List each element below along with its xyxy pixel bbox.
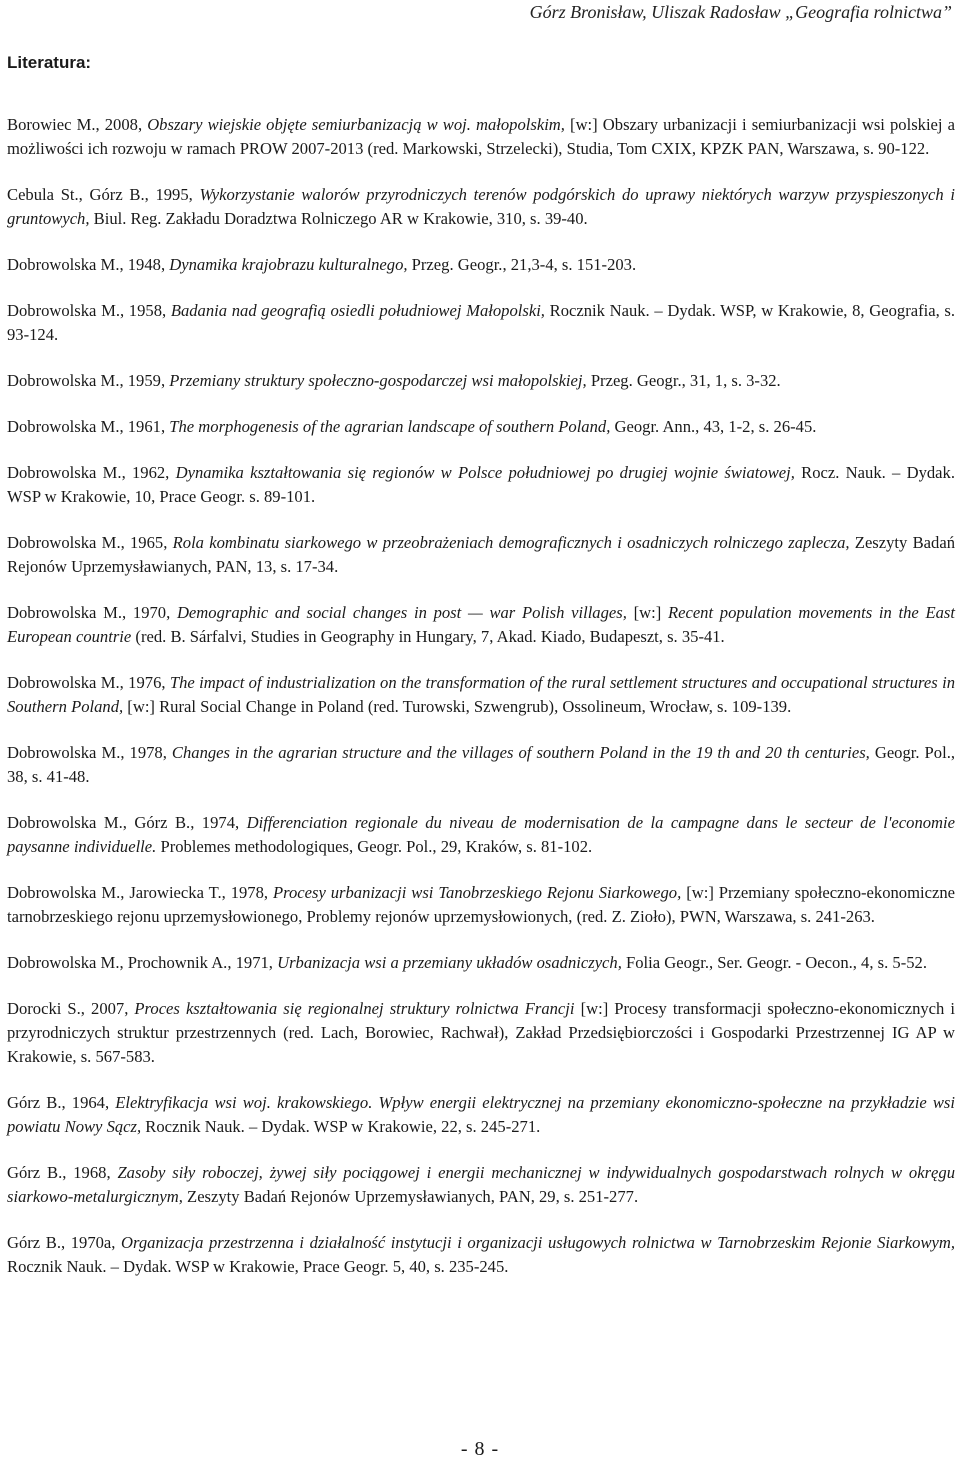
reference-text: [w:] Przemiany społeczno-ekonomiczne tarnobrzeskiego rejonu uprzemysłowionego, Problemy rejonów uprzemysłowionych, (red. Z. Zioło), PWN, Warszawa, s. 241-263. <box>7 883 955 926</box>
reference-entry <box>7 415 955 439</box>
reference-entry <box>7 461 955 509</box>
reference-entry <box>7 113 955 161</box>
reference-text: Dobrowolska M., 1948, <box>7 255 170 274</box>
reference-text: Dobrowolska M., 1959, <box>7 371 170 390</box>
reference-title: Urbanizacja wsi a przemiany układów osadniczych, <box>277 953 622 972</box>
reference-text: Rocznik Nauk. – Dydak. WSP w Krakowie, 22, s. 245-271. <box>141 1117 541 1136</box>
reference-text: Zeszyty Badań Rejonów Uprzemysławianych, PAN, 13, s. 17-34. <box>7 533 956 576</box>
reference-entry <box>7 601 955 649</box>
reference-entry <box>7 531 955 579</box>
reference-text: [w:] <box>626 603 668 622</box>
reference-title: Badania nad geografią osiedli południowej Małopolski, <box>170 301 545 320</box>
reference-text: Dobrowolska M., 1965, <box>7 533 173 552</box>
reference-text: Dorocki S., 2007, <box>7 999 135 1018</box>
reference-text: Przeg. Geogr., 21,3-4, s. 151-203. <box>407 255 637 274</box>
reference-text: Górz B., 1970a, <box>7 1233 122 1252</box>
reference-title: Przemiany struktury społeczno-gospodarczej wsi małopolskiej, <box>169 371 587 390</box>
reference-text: [w:] Rural Social Change in Poland (red. Turowski, Szwengrub), Ossolineum, Wrocław, s. 109-139. <box>123 697 792 716</box>
reference-text: Dobrowolska M., 1970, <box>7 603 177 622</box>
reference-title: Changes in the agrarian structure and the villages of southern Poland in the 19 th and 20 th centuries, <box>171 743 870 762</box>
reference-entry <box>7 183 955 231</box>
reference-title: Procesy urbanizacji wsi Tanobrzeskiego Rejonu Siarkowego, <box>272 883 682 902</box>
reference-text: Geogr. Ann., 43, 1-2, s. 26-45. <box>610 417 817 436</box>
reference-entry <box>7 369 955 393</box>
reference-entry <box>7 299 955 347</box>
reference-entry <box>7 253 955 277</box>
reference-entry <box>7 997 955 1069</box>
reference-title: Wykorzystanie walorów przyrodniczych terenów podgórskich do uprawy niektórych warzyw przyspieszonych i gruntowych, <box>7 185 955 228</box>
reference-text: Problemes methodologiques, Geogr. Pol., 29, Kraków, s. 81-102. <box>156 837 593 856</box>
reference-text: Dobrowolska M., Prochownik A., 1971, <box>7 953 278 972</box>
reference-text: Zeszyty Badań Rejonów Uprzemysławianych, PAN, 29, s. 251-277. <box>182 1187 639 1206</box>
reference-text: Dobrowolska M., Jarowiecka T., 1978, <box>7 883 273 902</box>
reference-text: Przeg. Geogr., 31, 1, s. 3-32. <box>586 371 781 390</box>
reference-title: Dynamika kształtowania się regionów w Polsce południowej po drugiej wojnie światowej, <box>175 463 795 482</box>
reference-entry <box>7 1091 955 1139</box>
reference-title: Differenciation regionale du niveau de modernisation de la campagne dans le secteur de l'economie paysanne individuelle. <box>7 813 956 856</box>
reference-entry <box>7 671 955 719</box>
reference-entry <box>7 1161 955 1209</box>
reference-title: Recent population movements in the East European countrie <box>7 603 955 646</box>
reference-text: Biul. Reg. Zakładu Doradztwa Rolniczego AR w Krakowie, 310, s. 39-40. <box>89 209 588 228</box>
reference-text: Geogr. Pol., 38, s. 41-48. <box>7 743 955 786</box>
reference-text: Dobrowolska M., 1976, <box>7 673 170 692</box>
reference-title: Organizacja przestrzenna i działalność instytucji i organizacji usługowych rolnictwa w Tarnobrzeskim Rejonie Siarkowym, <box>121 1233 956 1252</box>
page-number: - 8 - <box>460 1438 500 1460</box>
reference-title: Demographic and social changes in post — war Polish villages, <box>176 603 627 622</box>
reference-title: Rola kombinatu siarkowego w przeobrażeniach demograficznych i osadniczych rolniczego zaplecza, <box>172 533 850 552</box>
reference-text: [w:] Obszary urbanizacji i semiurbanizacji wsi polskiej a możliwości ich rozwoju w ramach PROW 2007-2013 (red. Markowski, Strzelecki), Studia, Tom CXIX, KPZK PAN, Warszawa, s. 90-122. <box>7 115 955 158</box>
reference-text: Rocznik Nauk. – Dydak. WSP, w Krakowie, 8, Geografia, s. 93-124. <box>7 301 956 344</box>
reference-list <box>7 113 955 1301</box>
reference-title: Elektryfikacja wsi woj. krakowskiego. Wpływ energii elektrycznej na przemiany ekonomiczno-społeczne na przykładzie wsi powiatu Nowy Sącz, <box>7 1093 955 1136</box>
reference-entry <box>7 881 955 929</box>
reference-text: Górz B., 1964, <box>7 1093 116 1112</box>
reference-title: Dynamika krajobrazu kulturalnego, <box>169 255 408 274</box>
reference-entry <box>7 741 955 789</box>
reference-text: Dobrowolska M., Górz B., 1974, <box>7 813 247 832</box>
reference-text: Górz B., 1968, <box>7 1163 118 1182</box>
reference-entry <box>7 811 955 859</box>
reference-title: The impact of industrialization on the transformation of the rural settlement structures and occupational structures in Southern Poland, <box>7 673 955 716</box>
reference-title: Zasoby siły roboczej, żywej siły pociągowej i energii mechanicznej w indywidualnych gospodarstwach rolnych w okręgu siarkowo-metalurgicznym, <box>7 1163 955 1206</box>
section-heading: Literatura: <box>7 53 92 72</box>
reference-title: Proces kształtowania się regionalnej struktury rolnictwa Francji <box>134 999 575 1018</box>
reference-text: (red. B. Sárfalvi, Studies in Geography in Hungary, 7, Akad. Kiado, Budapeszt, s. 35-41. <box>131 627 725 646</box>
running-header: Górz Bronisław, Uliszak Radosław „Geografia rolnictwa” <box>529 2 952 22</box>
reference-text: Dobrowolska M., 1978, <box>7 743 172 762</box>
reference-text: Rocznik Nauk. – Dydak. WSP w Krakowie, Prace Geogr. 5, 40, s. 235-245. <box>7 1257 509 1276</box>
reference-title: Obszary wiejskie objęte semiurbanizacją w woj. małopolskim, <box>147 115 565 134</box>
reference-entry <box>7 1231 955 1279</box>
reference-entry <box>7 951 955 975</box>
reference-text: Dobrowolska M., 1961, <box>7 417 170 436</box>
reference-text: Rocz. Nauk. – Dydak. WSP w Krakowie, 10, Prace Geogr. s. 89-101. <box>7 463 955 506</box>
reference-text: Dobrowolska M., 1962, <box>7 463 176 482</box>
reference-text: Cebula St., Górz B., 1995, <box>7 185 200 204</box>
reference-text: Borowiec M., 2008, <box>7 115 148 134</box>
reference-title: The morphogenesis of the agrarian landscape of southern Poland, <box>169 417 611 436</box>
reference-text: [w:] Procesy transformacji społeczno-ekonomicznych i przyrodniczych struktur przestrzennych (red. Lach, Borowiec, Rachwał), Zakład Przedsiębiorczości i Gospodarki Przestrzennej IG AP w Krakowie, s. 567-583. <box>7 999 955 1066</box>
reference-text: Dobrowolska M., 1958, <box>7 301 171 320</box>
reference-text: Folia Geogr., Ser. Geogr. - Oecon., 4, s. 5-52. <box>621 953 927 972</box>
